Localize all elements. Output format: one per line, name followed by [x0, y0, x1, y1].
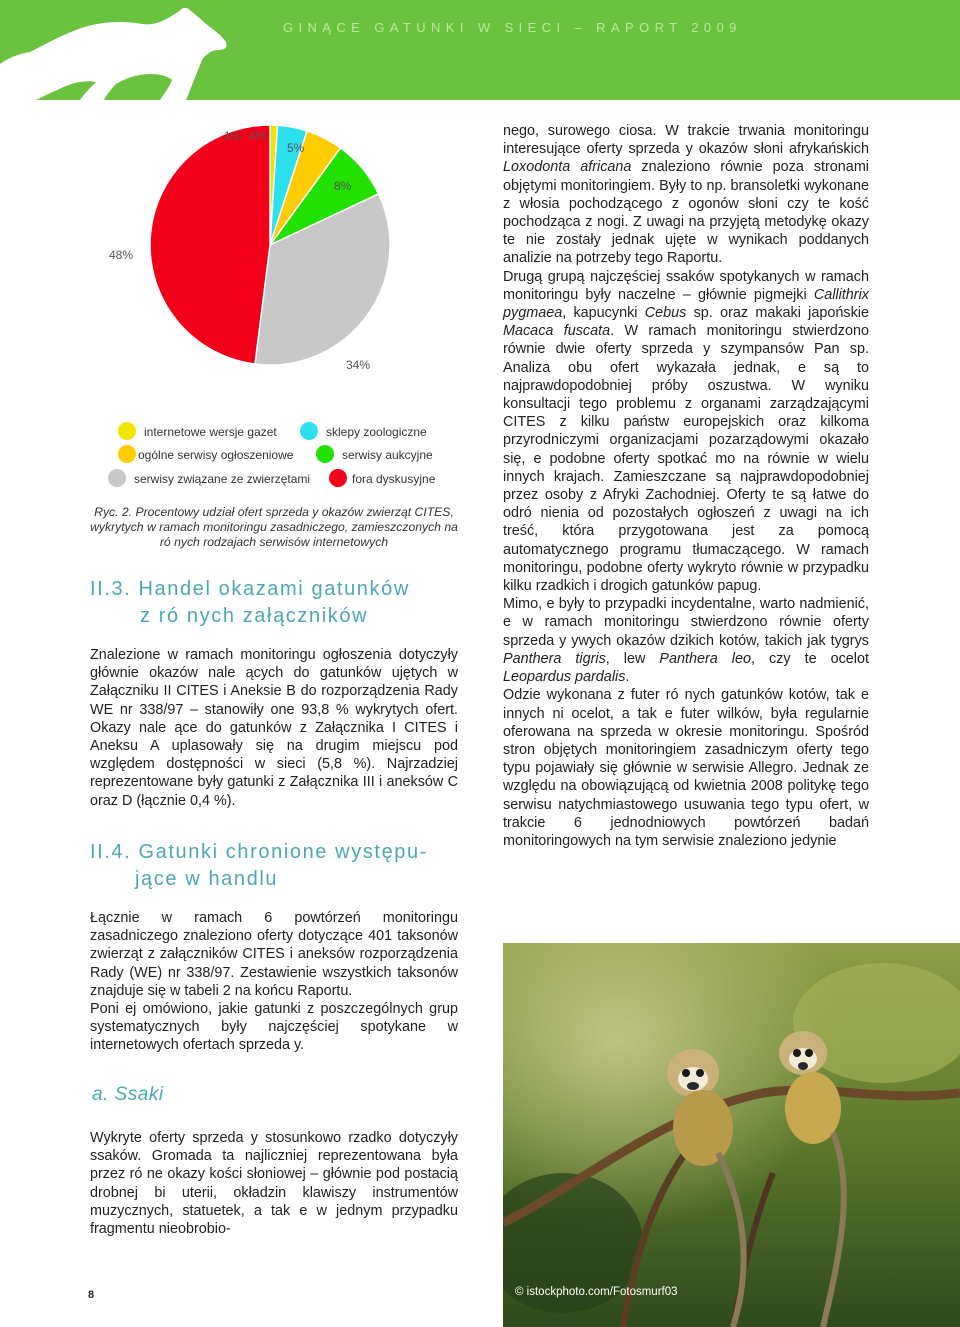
ssaki-paragraph [90, 1129, 458, 1238]
legend-swatch-internetowe-wersje-gazet [118, 422, 136, 440]
pie-slices [150, 125, 390, 365]
pie-value-label-5: 34% [346, 358, 371, 372]
legend-label-serwisy-aukcyjne: serwisy aukcyjne [342, 448, 433, 462]
figure-caption: Ryc. 2. Procentowy udział ofert sprzeda y okazów zwierząt CITES, wykrytych w ramach monitoringu zasadniczego, zamieszczonych na ró nych rodzajach serwisów internetowych [90, 505, 458, 549]
text-run: , kapucynki [562, 305, 645, 322]
paragraph: Wykryte oferty sprzeda y stosunkowo rzadko dotyczyły ssaków. Gromada ta najliczniej reprezentowana była przez ró ne okazy kości słoniowej – głównie pod postacią drobnej bi uterii, okładzin klawiszy instrumentów muzycznych, statuetek, a tak e w jednym przypadku fragmentu nieobrobio- [90, 1130, 458, 1238]
text-run: Drugą grupą najczęściej ssaków spotykanych w ramach monitoringu były naczelne – głównie pigmejki [503, 268, 869, 303]
text-run: sp. oraz makaki japońskie [686, 305, 869, 322]
legend-swatch-serwisy-zwiazane-ze-zwierzetami [108, 469, 126, 487]
section-heading-II-3 [90, 576, 410, 630]
pie-value-label-6: 48% [109, 248, 134, 262]
legend-swatch-sklepy-zoologiczne [300, 422, 318, 440]
species-name: Cebus [644, 305, 687, 322]
paragraph: Łącznie w ramach 6 powtórzeń monitoringu zasadniczego znaleziono oferty dotyczące 401 taksonów zwierząt z załączników CITES i aneksów rozporządzenia Rady (WE) nr 338/97. Zestawienie wszystkich taksonów znajduje się w tabeli 2 na końcu Raportu. [90, 910, 458, 999]
legend-label-ogolne-serwisy-ogloszeniowe: ogólne serwisy ogłoszeniowe [138, 448, 294, 462]
right-column-text [503, 122, 869, 850]
text-run: , czy te ocelot [751, 650, 870, 667]
species-name: Callithrix pygmaea [503, 286, 869, 322]
paragraph [503, 268, 869, 596]
header-banner [0, 0, 960, 100]
section-3-paragraph [90, 646, 458, 810]
paragraph: Odzie wykonana z futer ró nych gatunków kotów, tak e innych ni ocelot, a tak e futer wilków, była regularnie oferowana na sprzeda w okresie monitoringu. Spośród stron objętych monitoringiem zasadniczym oferty tego typu pojawiały się głównie w serwisie Allegro. Jednak ze względu na obowiązującą od kwietnia 2008 politykę tego serwisu natychmiastowego usuwania tego typu ofert, w trakcie 6 jednodniowych powtórzeń badań monitoringowych na tym serwisie znaleziono jedynie [503, 687, 869, 849]
section-4-paragraphs [90, 909, 458, 1055]
text-run: . [625, 669, 630, 686]
text-run: znaleziono równie poza stronami objętymi monitoringiem. Były to np. bransoletki wykonane z włosia pochodzącego z ogonów słoni czy te kość pochodząca z nogi. Z uwagi na przyjętą metodykę okazy te nie zostały jednak ujęte w wynikach poddanych analizie na potrzeby tego Raportu. [503, 159, 869, 267]
legend-label-sklepy-zoologiczne: sklepy zoologiczne [326, 425, 427, 439]
running-title: GINĄCE GATUNKI W SIECI – RAPORT 2009 [283, 20, 742, 35]
legend-label-fora-dyskusyjne: fora dyskusyjne [352, 472, 436, 486]
text-run: . W ramach monitoringu stwierdzono równie dwie oferty sprzeda y szympansów Pan sp. Analiza obu ofert wykazała jednak, e są to najprawdopodobniej próby oszustwa. W wyniku konsultacji tego problemu z organami zarządzającymi CITES z kilku państw europejskich oraz kilkoma przyrodniczymi organizacjami pozarządowymi okazało się, e podobne oferty spotkać mo na równie w wielu innych krajach. Zamieszczane są najprawdopodobniej przez osoby z Afryki Zachodniej. Oferty te są łatwe do odró nienia od pozostałych ogłoszeń z uwagi na ich treść, która przygotowana jest za pomocą automatycznego programu tłumaczącego. W ramach monitoringu, podobne oferty wykryto równie w przypadku kilku rzadkich i drogich gatunków papug. [503, 323, 869, 595]
legend-label-serwisy-zwiazane-ze-zwierzetami: serwisy związane ze zwierzętami [134, 472, 311, 486]
text-run: Mimo, e były to przypadki incydentalne, warto nadmienić, e w ramach monitoringu stwierdzono równie oferty sprzeda y ywych okazów dzikich kotów, takich jak tygrys [503, 596, 869, 649]
wolf-silhouette-logo [0, 0, 230, 100]
section-heading-II-4 [90, 839, 428, 893]
species-name: Panthera tigris [503, 650, 606, 667]
photo-credit: © istockphoto.com/Fotosmurf03 [515, 1286, 678, 1298]
species-name: Loxodonta africana [503, 159, 632, 176]
text-run: , lew [605, 650, 660, 667]
section-heading-line-1: II.4. Gatunki chronione występu- [90, 841, 429, 863]
legend-swatch-ogolne-serwisy-ogloszeniowe [118, 445, 136, 463]
squirrel-monkeys-photo [503, 943, 960, 1327]
pie-value-label-3: 5% [287, 141, 305, 155]
section-heading-line-2: z ró nych załączników [140, 605, 369, 627]
legend-swatch-serwisy-aukcyjne [316, 445, 334, 463]
paragraph: Poni ej omówiono, jakie gatunki z poszczególnych grup systematycznych były najczęściej spotykane w internetowych ofertach sprzeda y. [90, 1001, 458, 1054]
pie-slice-6 [150, 125, 270, 364]
paragraph [503, 122, 869, 268]
section-heading-line-2: jące w handlu [135, 868, 279, 890]
paragraph: Znalezione w ramach monitoringu ogłoszenia dotyczyły głównie okazów nale ących do gatunków ujętych w Załączniku II CITES i Aneksie B do rozporządzenia Rady WE nr 338/97 – stanowiły one 93,8 % wykrytych ofert. Okazy nale ące do gatunków z Załącznika I CITES i Aneksu A uplasowały się na drugim miejscu pod względem dostępności w sieci (5,8 %). Najrzadziej reprezentowane były gatunki z Załącznika III i aneksów C oraz D (łącznie 0,4 %). [90, 647, 458, 809]
legend-label-internetowe-wersje-gazet: internetowe wersje gazet [144, 425, 277, 439]
pie-value-label-4: 8% [334, 179, 352, 193]
section-heading-line-1: II.3. Handel okazami gatunków [90, 578, 410, 600]
pie-chart [80, 110, 480, 500]
pie-value-label-2: 4% [249, 129, 267, 143]
legend-swatch-fora-dyskusyjne [329, 469, 347, 487]
paragraph [503, 595, 869, 686]
species-name: Panthera leo [659, 650, 752, 667]
species-name: Leopardus pardalis [503, 669, 626, 686]
species-name: Macaca fuscata [503, 323, 611, 340]
text-run: nego, surowego ciosa. W trakcie trwania monitoringu interesujące oferty sprzeda y okazów słoni afrykańskich [503, 123, 869, 158]
page-number: 8 [88, 1289, 95, 1301]
photo-illustration [503, 943, 960, 1327]
pie-value-label-1: 1% [224, 129, 242, 143]
subsection-heading-ssaki: a. Ssaki [92, 1084, 164, 1105]
